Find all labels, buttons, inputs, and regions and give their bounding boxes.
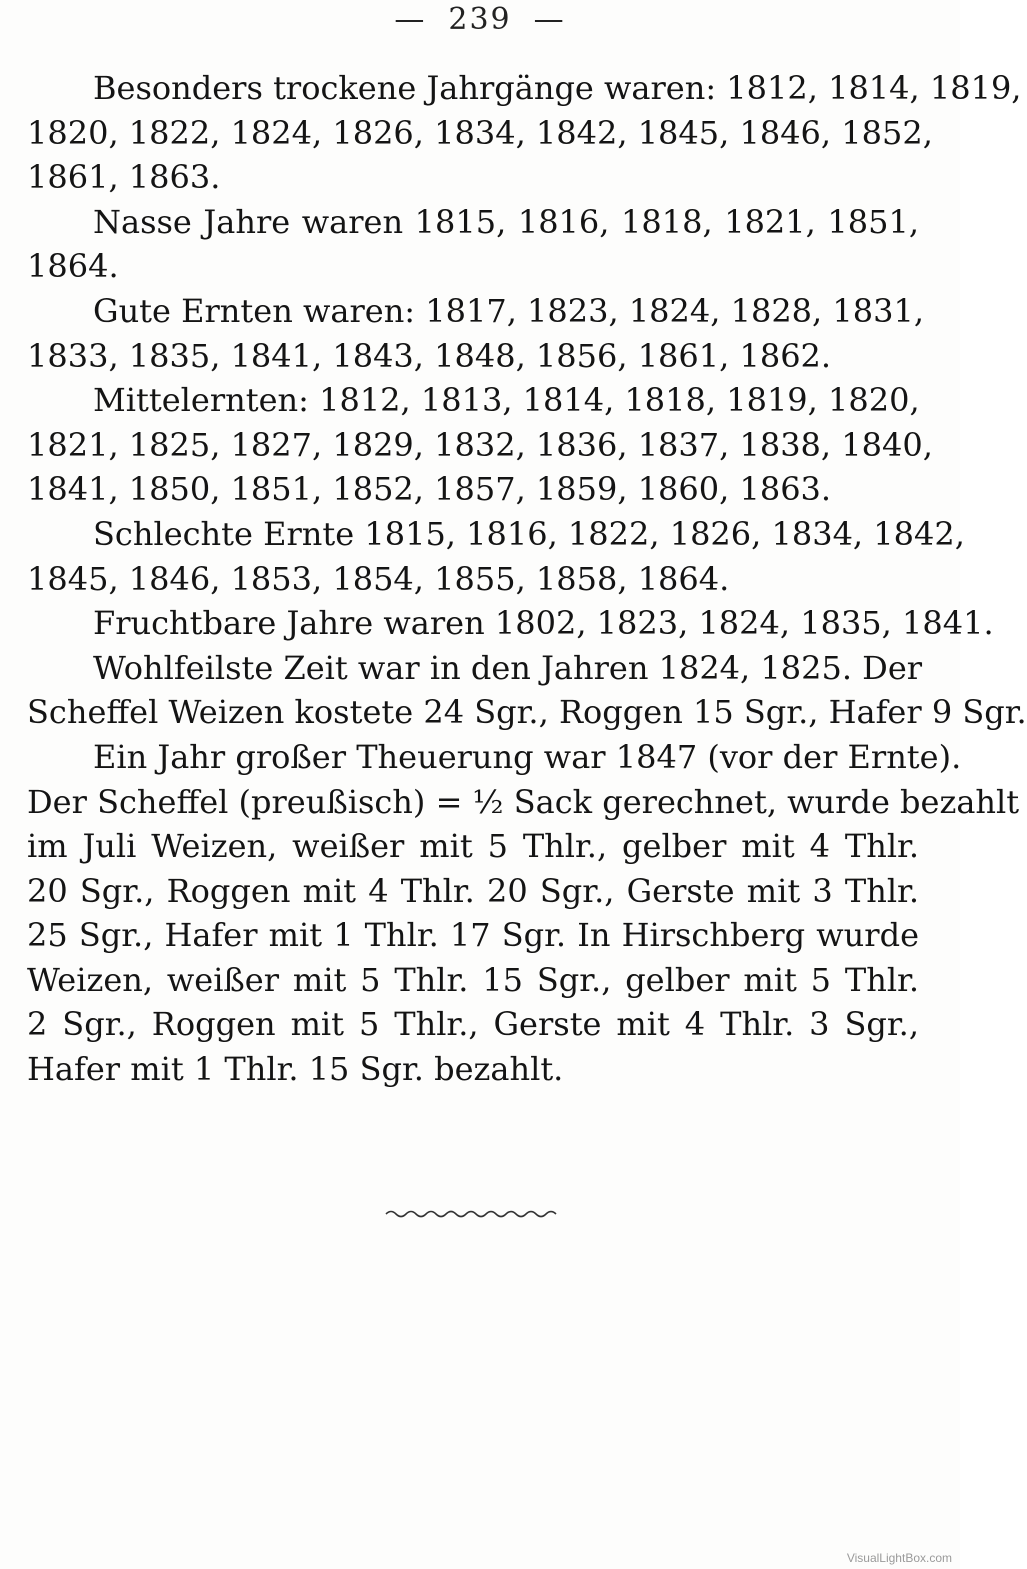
text-line: Der Scheffel (preußisch) = ½ Sack gerechnet, wurde bezahlt [27,782,1020,821]
text-line: 1861, 1863. [27,158,221,197]
header-dash-left: — [394,2,427,37]
page-number-header [0,2,960,37]
text-line: 1845, 1846, 1853, 1854, 1855, 1858, 1864. [27,559,730,598]
text-line: 1833, 1835, 1841, 1843, 1848, 1856, 1861, 1862. [27,336,832,375]
text-line: Ein Jahr großer Theuerung war 1847 (vor der Ernte). [93,737,962,776]
text-line: 1841, 1850, 1851, 1852, 1857, 1859, 1860, 1863. [27,470,832,509]
text-line: Hafer mit 1 Thlr. 15 Sgr. bezahlt. [27,1050,564,1089]
text-line: Nasse Jahre waren 1815, 1816, 1818, 1821, 1851, [93,202,919,241]
page-number: 239 [448,2,512,37]
text-line: 1864. [27,247,119,286]
text-line: 1821, 1825, 1827, 1829, 1832, 1836, 1837, 1838, 1840, [27,425,933,464]
text-line: Gute Ernten waren: 1817, 1823, 1824, 1828, 1831, [93,291,924,330]
text-line: Besonders trockene Jahrgänge waren: 1812, 1814, 1819, [93,69,1022,107]
text-line: 20 Sgr., Roggen mit 4 Thlr. 20 Sgr., Gerste mit 3 Thlr. [27,871,919,910]
wavy-divider-ornament [384,1206,560,1222]
text-line: Weizen, weißer mit 5 Thlr. 15 Sgr., gelber mit 5 Thlr. [27,960,919,999]
text-line: im Juli Weizen, weißer mit 5 Thlr., gelber mit 4 Thlr. [27,827,919,866]
text-line: Wohlfeilste Zeit war in den Jahren 1824, 1825. Der [93,648,923,687]
watermark: VisualLightBox.com [846,1551,952,1565]
text-line: 25 Sgr., Hafer mit 1 Thlr. 17 Sgr. In Hirschberg wurde [27,916,919,955]
text-line: Schlechte Ernte 1815, 1816, 1822, 1826, 1834, 1842, [93,514,965,553]
header-dash-right: — [533,2,566,37]
text-line: Fruchtbare Jahre waren 1802, 1823, 1824, 1835, 1841. [93,604,994,643]
text-line: 1820, 1822, 1824, 1826, 1834, 1842, 1845, 1846, 1852, [27,113,933,152]
text-line: Scheffel Weizen kostete 24 Sgr., Roggen 15 Sgr., Hafer 9 Sgr. [27,693,1027,732]
body-text [27,66,1027,1092]
text-line: Mittelernten: 1812, 1813, 1814, 1818, 1819, 1820, [93,381,920,420]
text-line: 2 Sgr., Roggen mit 5 Thlr., Gerste mit 4 Thlr. 3 Sgr., [27,1005,919,1044]
